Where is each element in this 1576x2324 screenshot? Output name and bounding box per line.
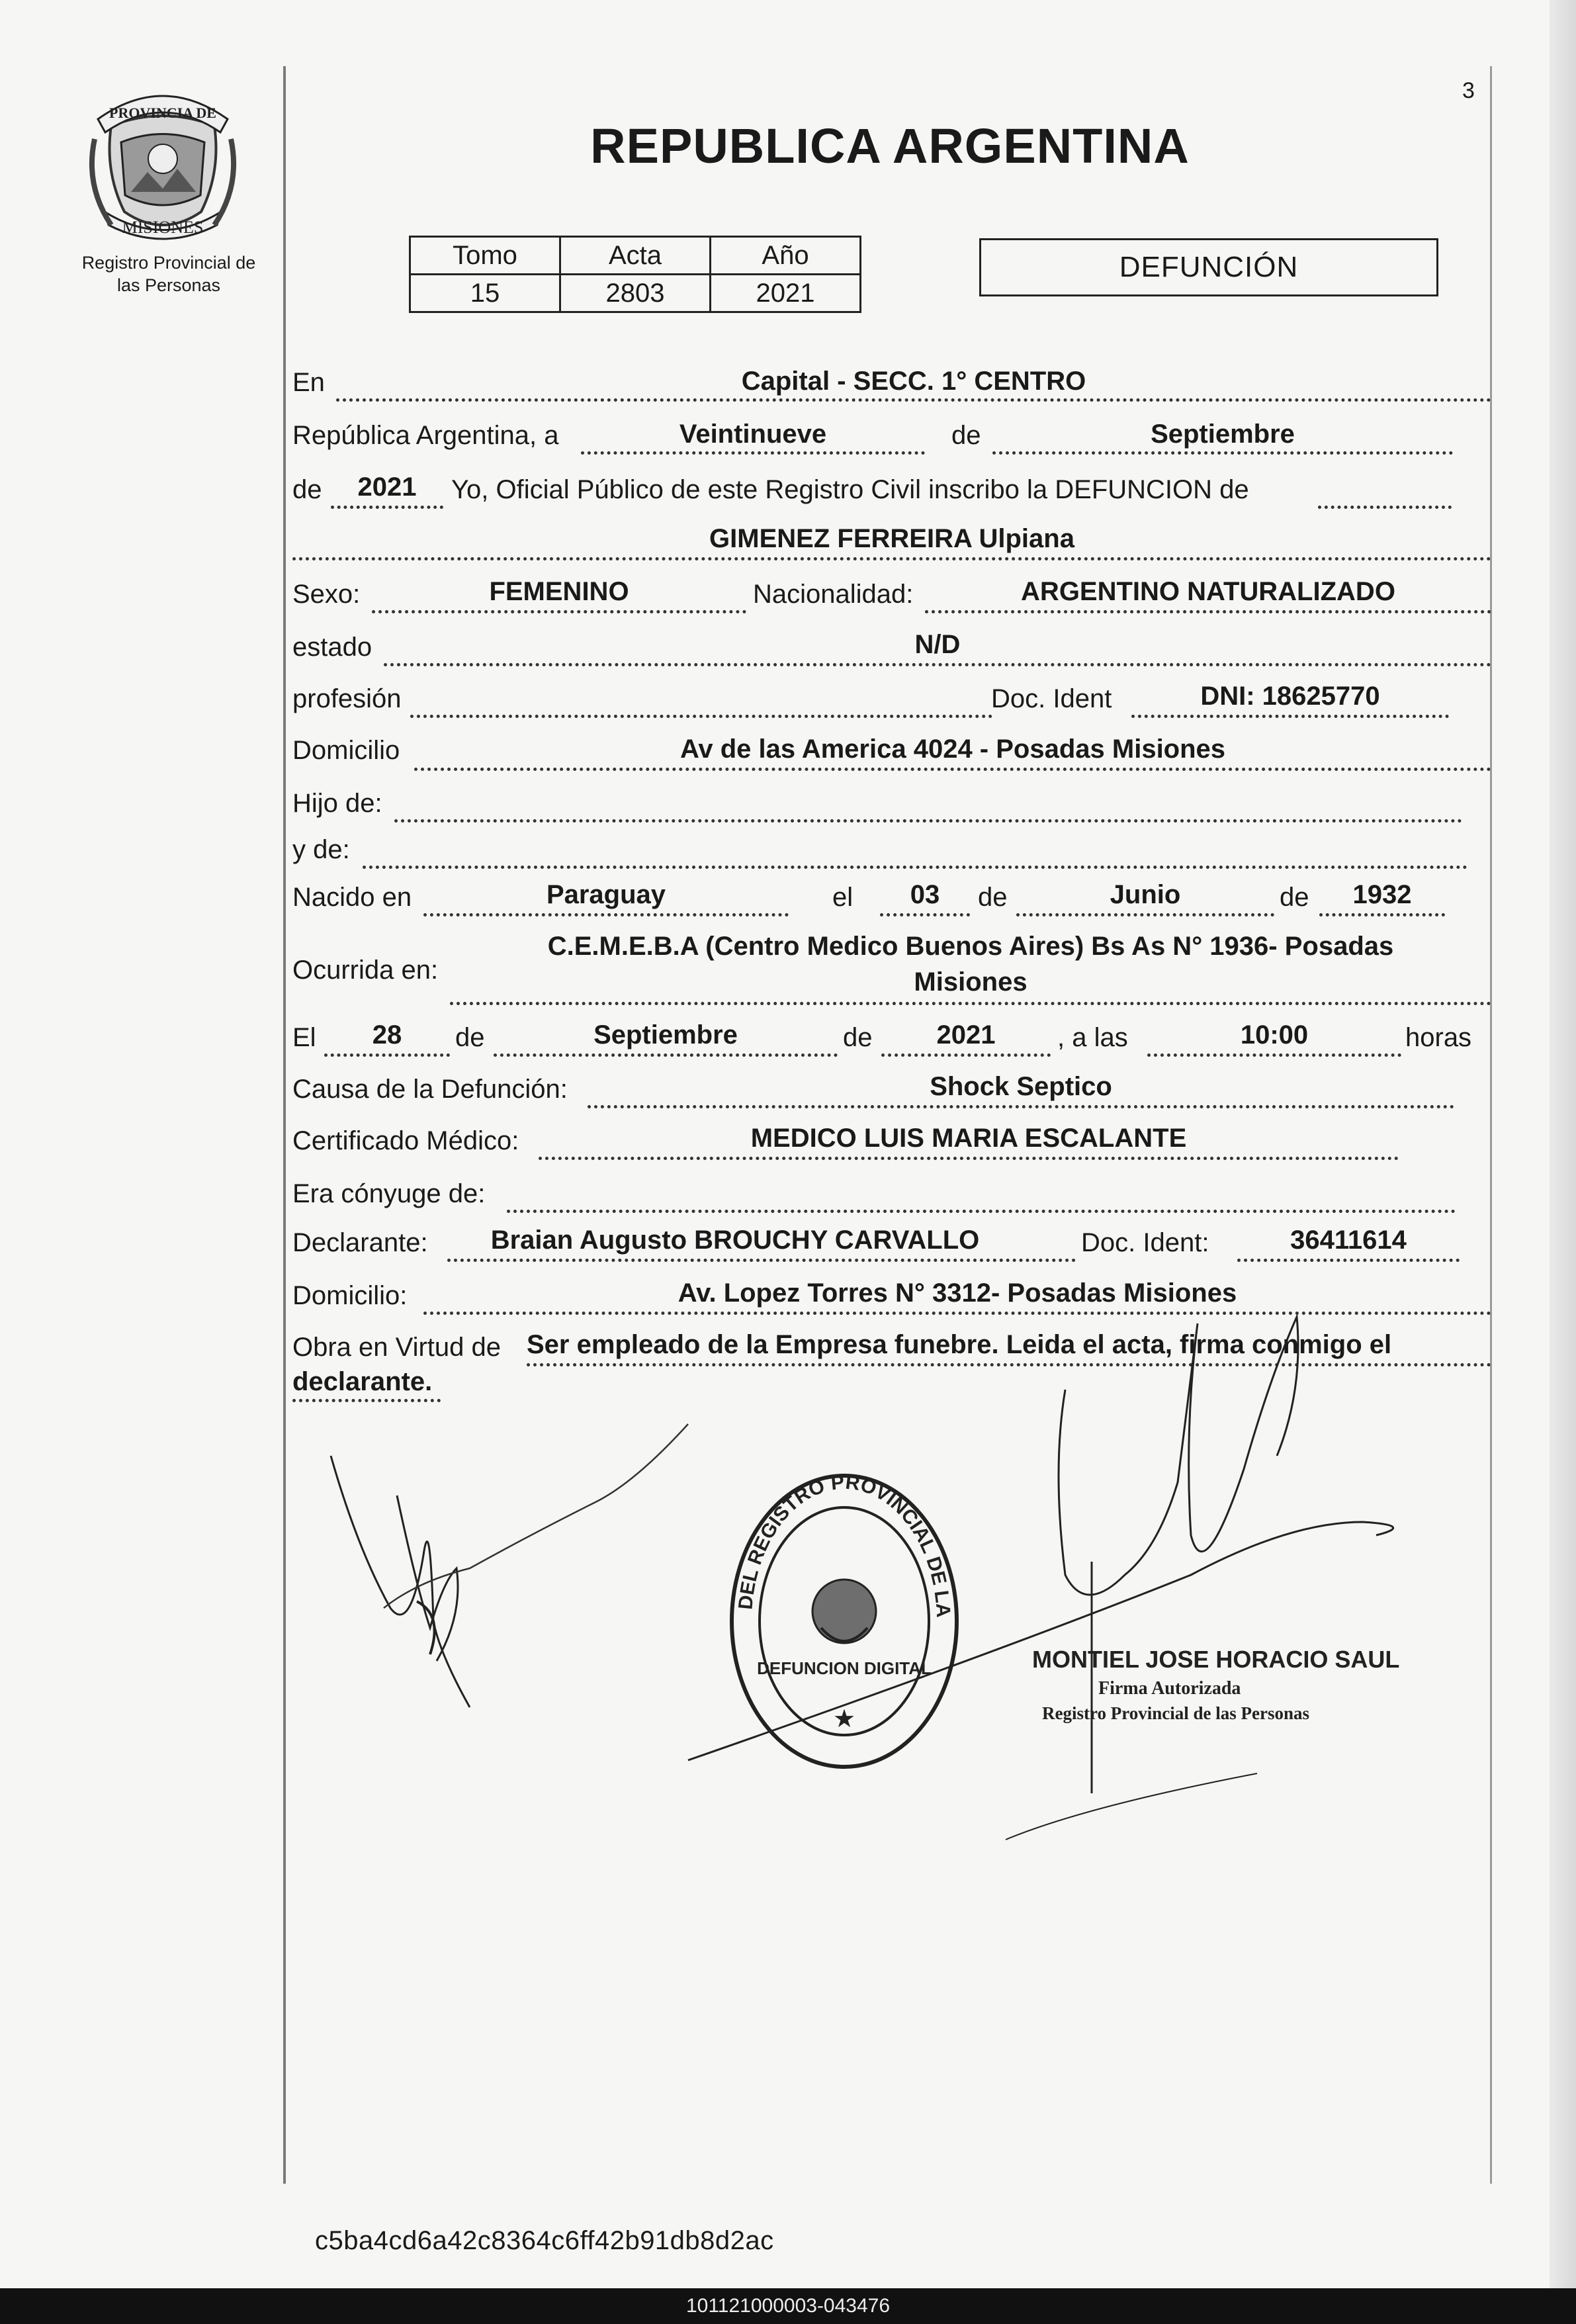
field-obra-linea2: declarante.: [292, 1367, 433, 1396]
field-nacionalidad: ARGENTINO NATURALIZADO: [1021, 577, 1395, 606]
declarant-signature: [318, 1416, 715, 1734]
dotted-line: [1237, 1259, 1460, 1262]
record-value-anio: 2021: [711, 275, 861, 312]
page-number: 3: [1462, 78, 1475, 103]
field-doc: DNI: 18625770: [1200, 682, 1380, 711]
label-causa: Causa de la Defunción:: [292, 1075, 568, 1104]
record-header-tomo: Tomo: [410, 237, 560, 275]
dotted-line: [1318, 506, 1452, 509]
dotted-line: [292, 557, 1491, 560]
record-value-tomo: 15: [410, 275, 560, 312]
province-seal-logo: [85, 79, 241, 245]
registry-stamp: [717, 1452, 963, 1773]
dotted-line: [1147, 1053, 1401, 1057]
label-nacido-en: Nacido en: [292, 883, 412, 912]
dotted-line: [331, 506, 443, 509]
label-y-de: y de:: [292, 835, 350, 864]
dotted-line: [336, 398, 1491, 402]
dotted-line: [588, 1105, 1454, 1108]
label-certificado: Certificado Médico:: [292, 1126, 519, 1155]
label-conyuge: Era cónyuge de:: [292, 1179, 486, 1208]
stamp-inner-text: DEFUNCION DIGITAL: [757, 1658, 932, 1678]
field-causa: Shock Septico: [930, 1072, 1112, 1101]
field-nacido-mes: Junio: [1110, 880, 1181, 909]
label-a-las: , a las: [1057, 1023, 1128, 1052]
field-muerte-dia: 28: [372, 1020, 402, 1050]
record-table: [409, 236, 861, 313]
label-el2: El: [292, 1023, 316, 1052]
dotted-line: [450, 1002, 1491, 1005]
dotted-line: [292, 1399, 441, 1402]
field-anio: 2021: [357, 472, 417, 502]
dotted-line: [1319, 913, 1445, 916]
stamp-star-icon: ★: [832, 1705, 856, 1733]
dotted-line: [324, 1053, 450, 1057]
label-el: el: [832, 883, 854, 912]
dotted-line: [372, 610, 746, 613]
field-ocurrida-linea1: C.E.M.E.B.A (Centro Medico Buenos Aires) Bs As N° 1936- Posadas: [547, 932, 1394, 961]
dotted-line: [992, 451, 1453, 455]
label-doc-ident2: Doc. Ident:: [1081, 1228, 1209, 1257]
record-header-anio: Año: [711, 237, 861, 275]
dotted-line: [1016, 913, 1274, 916]
label-de6: de: [843, 1023, 873, 1052]
official-name: MONTIEL JOSE HORACIO SAUL: [1032, 1646, 1400, 1673]
field-muerte-mes: Septiembre: [593, 1020, 738, 1050]
label-republica: República Argentina, a: [292, 421, 559, 450]
record-value-acta: 2803: [560, 275, 711, 312]
label-declarante: Declarante:: [292, 1228, 428, 1257]
document-hash: c5ba4cd6a42c8364c6ff42b91db8d2ac: [315, 2226, 774, 2255]
barcode-strip: 101121000003-043476: [0, 2288, 1576, 2324]
field-domicilio: Av de las America 4024 - Posadas Misiones: [679, 735, 1226, 764]
dotted-line: [581, 451, 925, 455]
field-nacido-lugar: Paraguay: [546, 880, 666, 909]
field-nacido-anio: 1932: [1352, 880, 1412, 909]
record-header-acta: Acta: [560, 237, 711, 275]
dotted-line: [507, 1210, 1456, 1213]
label-horas: horas: [1405, 1023, 1472, 1052]
field-declarante-domicilio: Av. Lopez Torres N° 3312- Posadas Misiones: [678, 1278, 1237, 1308]
field-nacido-dia: 03: [910, 880, 940, 909]
label-de2: de: [292, 475, 322, 504]
dotted-line: [414, 768, 1491, 771]
stamp-ring-text: DELEGACION DEL REGISTRO PROVINCIAL DE LAS PERSONAS: [717, 1452, 955, 1619]
field-muerte-anio: 2021: [936, 1020, 996, 1050]
dotted-line: [447, 1259, 1076, 1262]
field-dia-texto: Veintinueve: [679, 420, 827, 449]
dotted-line: [539, 1157, 1399, 1160]
official-org: Registro Provincial de las Personas: [1042, 1703, 1309, 1723]
field-declarante-doc: 36411614: [1290, 1226, 1407, 1255]
label-de3: de: [978, 883, 1008, 912]
registry-label-line2: las Personas: [116, 275, 221, 295]
label-de4: de: [1280, 883, 1309, 912]
left-margin-rule: [283, 66, 286, 2184]
label-de: de: [951, 421, 981, 450]
registry-label-line1: Registro Provincial de: [81, 253, 256, 273]
dotted-line: [384, 663, 1491, 666]
dotted-line: [363, 866, 1467, 869]
label-sexo: Sexo:: [292, 580, 361, 609]
label-nacionalidad: Nacionalidad:: [753, 580, 914, 609]
label-ocurrida-en: Ocurrida en:: [292, 956, 439, 985]
label-doc-ident: Doc. Ident: [991, 684, 1112, 713]
dotted-line: [423, 913, 789, 916]
dotted-line: [925, 610, 1491, 613]
field-estado: N/D: [914, 630, 961, 659]
field-nombre: GIMENEZ FERREIRA Ulpiana: [709, 524, 1074, 553]
label-de5: de: [455, 1023, 485, 1052]
field-obra-linea1: Ser empleado de la Empresa funebre. Leida el acta, firma conmigo el: [527, 1330, 1392, 1359]
official-role: Firma Autorizada: [1098, 1678, 1241, 1699]
seal-bottom-text: MISIONES: [122, 218, 204, 237]
page-edge: [1550, 0, 1576, 2290]
label-intro: Yo, Oficial Público de este Registro Civil inscribo la DEFUNCION de: [451, 475, 1249, 504]
field-sexo: FEMENINO: [489, 577, 629, 606]
seal-top-text: PROVINCIA DE: [109, 105, 216, 121]
dotted-line: [410, 715, 992, 718]
label-en: En: [292, 368, 325, 397]
label-hijo-de: Hijo de:: [292, 789, 382, 818]
dotted-line: [394, 819, 1462, 823]
dotted-line: [881, 1053, 1051, 1057]
field-lugar: Capital - SECC. 1° CENTRO: [741, 367, 1086, 396]
official-signature: [992, 1297, 1456, 1773]
record-type-box: DEFUNCIÓN: [979, 238, 1438, 296]
dotted-line: [880, 913, 970, 916]
field-certificado: MEDICO LUIS MARIA ESCALANTE: [750, 1124, 1187, 1153]
label-profesion: profesión: [292, 684, 402, 713]
document-title: REPUBLICA ARGENTINA: [590, 118, 1190, 173]
registry-label: [60, 251, 278, 296]
field-mes-texto: Septiembre: [1151, 420, 1295, 449]
dotted-line: [494, 1053, 838, 1057]
dotted-line: [1131, 715, 1449, 718]
label-domicilio2: Domicilio:: [292, 1281, 408, 1310]
label-estado: estado: [292, 633, 372, 662]
label-obra: Obra en Virtud de: [292, 1333, 502, 1362]
field-ocurrida-linea2: Misiones: [914, 967, 1028, 997]
label-domicilio: Domicilio: [292, 736, 400, 765]
field-declarante: Braian Augusto BROUCHY CARVALLO: [490, 1226, 980, 1255]
field-muerte-hora: 10:00: [1240, 1020, 1309, 1050]
